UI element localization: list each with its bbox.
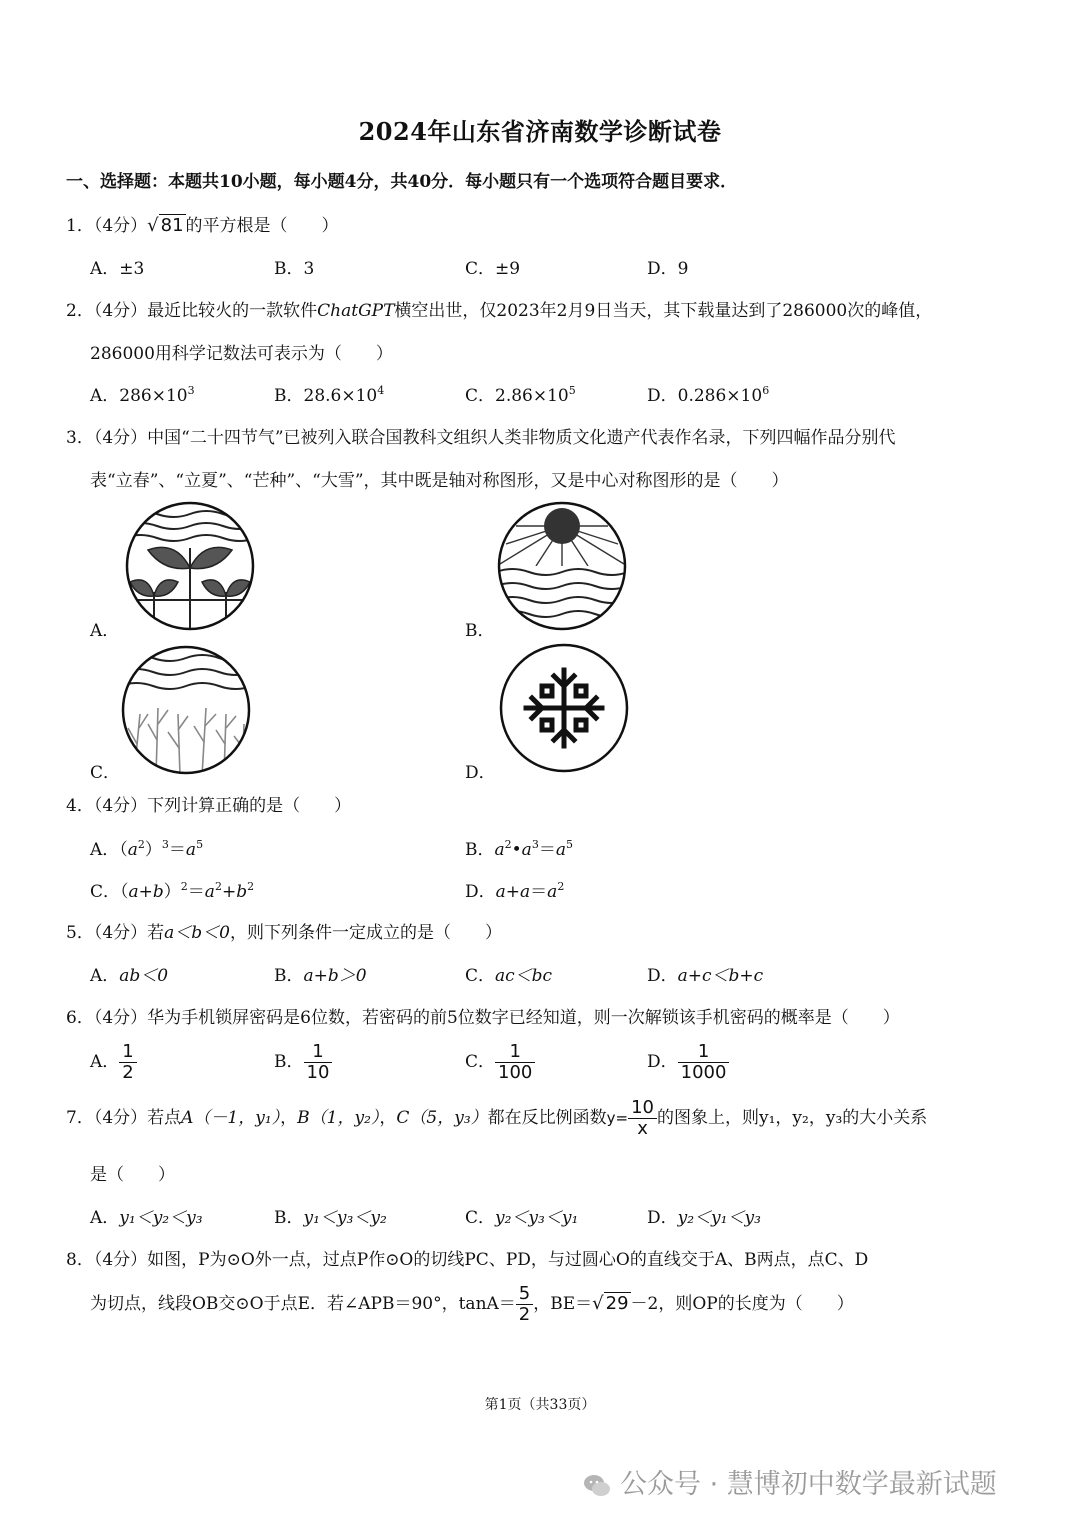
exam-title: 2024年山东省济南数学诊断试卷	[358, 117, 722, 146]
question-3-stem-line2: 表“立春”、“立夏”、“芒种”、“大雪”，其中既是轴对称图形，又是中心对称图形的是（ ）	[90, 471, 789, 491]
fraction: $\frac{1}{2}$	[119, 1042, 136, 1083]
q5-option-d[interactable]: D．a+c＜b+c	[647, 966, 764, 986]
question-8-stem-line2: 为切点，线段OB交⊙O于点E．若∠APB＝90°，tanA＝ $\frac{5}{2}$ ，BE＝√ 29 －2，则OP的长度为（ ）	[90, 1283, 854, 1325]
q3-option-d[interactable]: D．	[465, 763, 496, 783]
q6-option-d[interactable]: D． $\frac{1}{1000}$	[647, 1042, 729, 1083]
q2-option-c[interactable]: C．$2.86\times 10^5$	[465, 384, 576, 406]
q2-option-a[interactable]: A．$286\times 10^3$	[90, 384, 195, 406]
q5-option-c[interactable]: C．ac＜bc	[465, 966, 553, 986]
fraction: $\frac{5}{2}$	[516, 1284, 533, 1325]
q7-option-a[interactable]: A．y₁＜y₂＜y₃	[90, 1208, 203, 1228]
q3-option-a[interactable]: A．	[90, 621, 120, 641]
q4-option-d[interactable]: D．$a+a=a^2$	[465, 880, 565, 902]
question-2-stem-line2: 286000用科学记数法可表示为（ ）	[90, 344, 393, 364]
fraction: $\frac{1}{100}$	[495, 1042, 535, 1083]
q7-option-b[interactable]: B．y₁＜y₃＜y₂	[274, 1208, 387, 1228]
solar-term-summer-image	[496, 500, 628, 632]
sqrt-expression: √ 81	[147, 215, 184, 236]
q4-option-b[interactable]: B．$a^2•a^3=a^5$	[465, 838, 573, 860]
q2-option-d[interactable]: D．$0.286\times 10^6$	[647, 384, 770, 406]
q6-option-c[interactable]: C． $\frac{1}{100}$	[465, 1042, 535, 1083]
fraction: $\frac{1}{1000}$	[678, 1042, 730, 1083]
q2-option-b[interactable]: B．$28.6\times 10^4$	[274, 384, 385, 406]
q1-option-c[interactable]: C．±9	[465, 259, 521, 279]
q1-option-d[interactable]: D．9	[647, 259, 689, 279]
function-fraction: $\frac{10}{x}$	[628, 1098, 657, 1139]
solar-term-spring-image	[124, 500, 256, 632]
question-3-stem: 3．（4分）中国“二十四节气”已被列入联合国教科文组织人类非物质文化遗产代表作名录，下列四幅作品分别代	[66, 428, 896, 448]
q7-option-d[interactable]: D．y₂＜y₁＜y₃	[647, 1208, 761, 1228]
question-7-stem: 7．（4分）若点A（－1，y₁），B（1，y₂），C（5，y₃）都在反比例函数y= $\frac{10}{x}$ 的图象上，则y₁，y₂，y₃的大小关系	[66, 1097, 928, 1139]
q6-option-b[interactable]: B． $\frac{1}{10}$	[274, 1042, 332, 1083]
watermark: 公众号 · 慧博初中数学最新试题	[582, 1462, 997, 1501]
question-7-stem-line2: 是（ ）	[90, 1165, 175, 1185]
section-heading: 一、选择题：本题共10小题，每小题4分，共40分．每小题只有一个选项符合题目要求．	[66, 172, 738, 192]
question-4-stem: 4．（4分）下列计算正确的是（ ）	[66, 796, 352, 816]
question-2-stem: 2．（4分）最近比较火的一款软件ChatGPT横空出世，仅2023年2月9日当天，其下载量达到了286000次的峰值，	[66, 301, 933, 321]
question-1-stem: 1．（4分）√ 81 的平方根是（ ）	[66, 215, 339, 236]
wechat-icon	[582, 1471, 612, 1501]
q5-option-b[interactable]: B．a+b＞0	[274, 966, 367, 986]
q4-option-c[interactable]: C．$(a+b)^2=a^2+b^2$	[90, 880, 255, 902]
sqrt-expression: √ 29	[592, 1293, 629, 1314]
q1-option-b[interactable]: B．3	[274, 259, 315, 279]
question-5-stem: 5．（4分）若a＜b＜0，则下列条件一定成立的是（ ）	[66, 923, 502, 943]
page-footer: 第1页（共33页）	[484, 1397, 596, 1413]
solar-term-grain-image	[120, 644, 252, 776]
question-6-stem: 6．（4分）华为手机锁屏密码是6位数，若密码的前5位数字已经知道，则一次解锁该手机密码的概率是（ ）	[66, 1008, 900, 1028]
q7-option-c[interactable]: C．y₂＜y₃＜y₁	[465, 1208, 579, 1228]
question-8-stem: 8．（4分）如图，P为⊙O外一点，过点P作⊙O的切线PC、PD，与过圆心O的直线交于A、B两点，点C、D	[66, 1250, 869, 1270]
q4-option-a[interactable]: A．$(a^2)^3=a^5$	[90, 838, 204, 860]
solar-term-snow-image	[498, 642, 630, 774]
q3-option-b[interactable]: B．	[465, 621, 495, 641]
q3-option-c[interactable]: C．	[90, 763, 121, 783]
fraction: $\frac{1}{10}$	[304, 1042, 333, 1083]
q5-option-a[interactable]: A．ab＜0	[90, 966, 169, 986]
q1-option-a[interactable]: A．±3	[90, 259, 145, 279]
q6-option-a[interactable]: A． $\frac{1}{2}$	[90, 1042, 137, 1083]
